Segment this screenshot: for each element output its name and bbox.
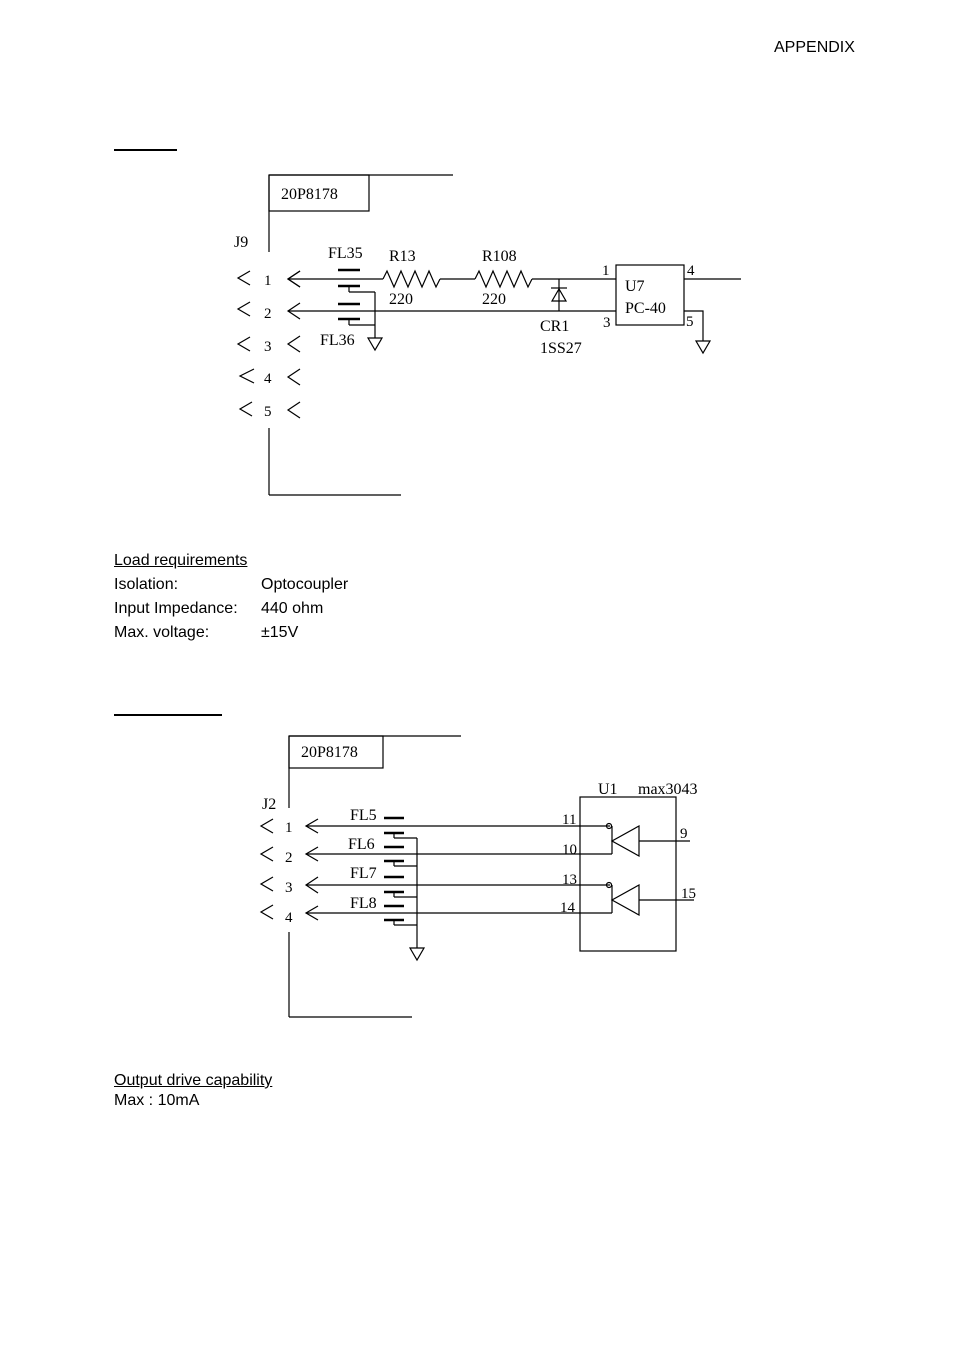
u7-pin4: 4	[687, 263, 695, 279]
impedance-value: 440 ohm	[261, 600, 324, 617]
output-max: Max : 10mA	[114, 1092, 200, 1109]
pin3-chevron-right	[288, 336, 300, 352]
j2-pin3-chevron-left	[261, 877, 273, 891]
pin3-chevron-left	[238, 337, 250, 351]
pin3-label: 3	[264, 339, 272, 355]
pin4-chevron-left	[240, 369, 254, 383]
section-rule-2	[114, 714, 222, 716]
u7-pin5: 5	[686, 314, 694, 330]
u1-part: max3043	[638, 781, 698, 798]
u1-pin10: 10	[562, 842, 577, 858]
fl8-label: FL8	[350, 895, 377, 912]
part-no-label-2: 20P8178	[301, 744, 358, 761]
appendix-header: APPENDIX	[774, 39, 855, 56]
pin4-label: 4	[264, 371, 272, 387]
u1-label: U1	[598, 781, 618, 798]
j2-pin2-label: 2	[285, 850, 293, 866]
schematic-j2	[0, 720, 954, 1030]
r13-value: 220	[389, 291, 413, 308]
u1-pin11: 11	[562, 812, 577, 828]
pin5-chevron-left	[240, 402, 252, 416]
pin2-chevron-left	[238, 302, 250, 316]
impedance-row	[114, 597, 348, 621]
voltage-row	[114, 621, 348, 645]
u7-part: PC-40	[625, 300, 666, 317]
r108-resistor	[475, 271, 532, 287]
u7-label: U7	[625, 278, 645, 295]
j2-pin3-label: 3	[285, 880, 293, 896]
isolation-value: Optocoupler	[261, 576, 349, 593]
ground-symbol-3	[410, 948, 424, 960]
part-no-label-1: 20P8178	[281, 186, 338, 203]
fl6-label: FL6	[348, 836, 375, 853]
driver1-triangle	[612, 826, 639, 856]
u7-pin1: 1	[602, 263, 610, 279]
connector-label-j9: J9	[234, 234, 249, 251]
pin4-chevron-right	[288, 369, 300, 385]
driver2-triangle	[612, 885, 639, 915]
u1-pin13: 13	[562, 872, 577, 888]
fl36-label: FL36	[320, 332, 355, 349]
r108-value: 220	[482, 291, 506, 308]
j2-pin1-label: 1	[285, 820, 293, 836]
fl7-label: FL7	[350, 865, 377, 882]
connector-label-j2: J2	[262, 796, 277, 813]
output-heading: Output drive capability	[114, 1072, 273, 1089]
impedance-label: Input Impedance:	[114, 600, 238, 617]
voltage-value: ±15V	[261, 624, 299, 641]
cr1-label: CR1	[540, 318, 570, 335]
pin1-chevron-left	[238, 271, 250, 285]
fl35-label: FL35	[328, 245, 363, 262]
u1-ic-box	[580, 797, 676, 951]
j2-pin2-chevron-left	[261, 847, 273, 861]
u7-pin3: 3	[603, 315, 611, 331]
isolation-row	[114, 573, 348, 597]
output-drive	[114, 1071, 272, 1111]
u1-pin9: 9	[680, 826, 688, 842]
pin2-label: 2	[264, 306, 272, 322]
fl5-label: FL5	[350, 807, 377, 824]
cr1-part: 1SS27	[540, 340, 582, 357]
r13-resistor	[383, 271, 440, 287]
load-requirements	[114, 549, 348, 645]
j2-pin4-chevron-left	[261, 905, 273, 919]
r108-label: R108	[482, 248, 517, 265]
ground-symbol-2	[696, 341, 710, 353]
j2-pin4-label: 4	[285, 910, 293, 926]
load-heading: Load requirements	[114, 552, 248, 569]
r13-label: R13	[389, 248, 416, 265]
schematic-j9	[0, 0, 954, 520]
isolation-label: Isolation:	[114, 576, 179, 593]
ground-symbol-1	[368, 338, 382, 350]
u1-pin14: 14	[560, 900, 575, 916]
u1-pin15: 15	[681, 886, 696, 902]
j2-pin1-chevron-left	[261, 819, 273, 833]
pin5-chevron-right	[288, 402, 300, 418]
pin5-label: 5	[264, 404, 272, 420]
pin1-label: 1	[264, 273, 272, 289]
voltage-label: Max. voltage:	[114, 624, 210, 641]
